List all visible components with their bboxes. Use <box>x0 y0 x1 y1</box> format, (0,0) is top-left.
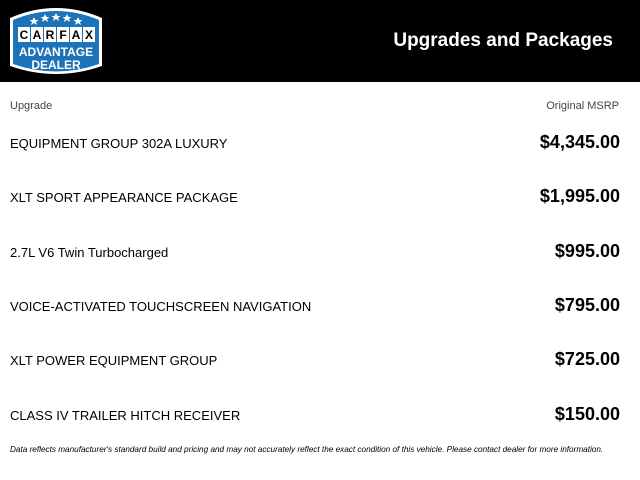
column-header-original-msrp: Original MSRP <box>546 100 619 112</box>
upgrade-name: 2.7L V6 Twin Turbocharged <box>10 245 169 260</box>
svg-text:ADVANTAGE: ADVANTAGE <box>18 45 94 59</box>
upgrade-row <box>10 400 620 430</box>
upgrade-price: $725.00 <box>554 349 620 369</box>
upgrade-price: $795.00 <box>554 295 620 315</box>
upgrade-price: $1,995.00 <box>539 186 620 206</box>
upgrade-row <box>10 182 620 212</box>
upgrade-name: XLT SPORT APPEARANCE PACKAGE <box>10 190 238 205</box>
page-title: Upgrades and Packages <box>393 30 613 51</box>
svg-text:X: X <box>84 28 94 42</box>
svg-text:F: F <box>59 28 67 42</box>
upgrade-row <box>10 291 620 321</box>
svg-text:DEALER: DEALER <box>31 58 81 72</box>
upgrade-price: $4,345.00 <box>539 132 620 152</box>
upgrade-row <box>10 345 620 375</box>
upgrade-row <box>10 128 620 158</box>
disclaimer-text: Data reflects manufacturer's standard build and pricing and may not accurately reflect the exact condition of this vehicle. Please contact dealer for more information. <box>10 445 604 454</box>
upgrade-name: VOICE-ACTIVATED TOUCHSCREEN NAVIGATION <box>10 299 312 314</box>
upgrade-price: $150.00 <box>554 404 620 424</box>
carfax-advantage-dealer-logo <box>4 4 108 78</box>
upgrade-name: CLASS IV TRAILER HITCH RECEIVER <box>10 408 241 423</box>
svg-text:A: A <box>32 28 42 42</box>
svg-text:A: A <box>71 28 81 42</box>
column-header-upgrade: Upgrade <box>10 100 53 112</box>
svg-text:R: R <box>45 28 55 42</box>
upgrade-name: EQUIPMENT GROUP 302A LUXURY <box>10 136 228 151</box>
upgrade-price: $995.00 <box>554 241 620 261</box>
upgrade-row <box>10 237 620 267</box>
header-bar <box>0 0 640 82</box>
upgrade-name: XLT POWER EQUIPMENT GROUP <box>10 353 218 368</box>
svg-text:C: C <box>19 28 29 42</box>
